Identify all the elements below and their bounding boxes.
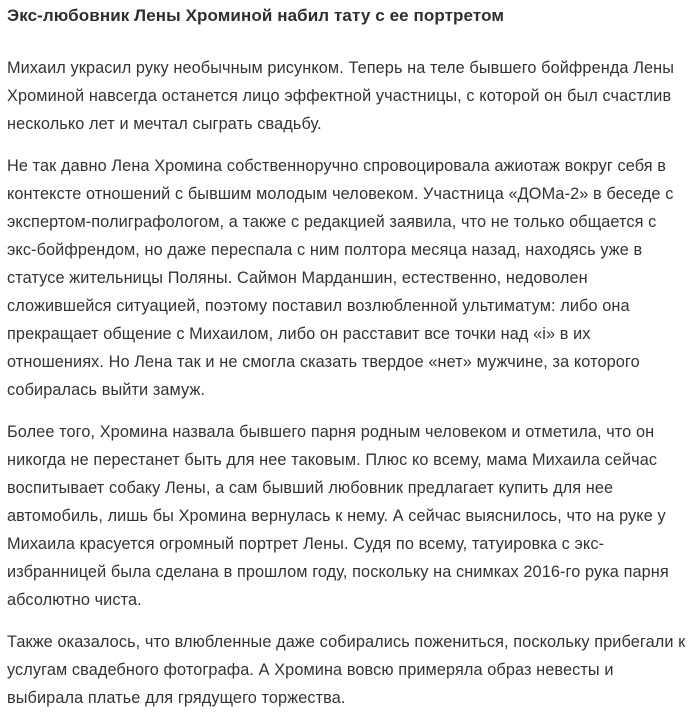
article-paragraph-1: Михаил украсил руку необычным рисунком. Теперь на теле бывшего бойфренда Лены Хроминой навсегда останется лицо эффектной участницы, с которой он был счастлив несколько лет и мечтал сыграть свадьбу.	[7, 59, 675, 133]
article-paragraph-4: Также оказалось, что влюбленные даже собирались пожениться, поскольку прибегали к услугам свадебного фотографа. А Хромина вовсю примеряла образ невесты и выбирала платье для грядущего торжества.	[7, 633, 686, 707]
article-paragraph-2: Не так давно Лена Хромина собственноручно спровоцировала ажиотаж вокруг себя в контексте отношений с бывшим молодым человеком. Участница «ДОМа-2» в беседе с экспертом-полиграфологом, а также с редакцией заявила, что не только общается с экс-бойфрендом, но даже переспала с ним полтора месяца назад, находясь уже в статусе жительницы Поляны. Саймон Марданшин, естественно, недоволен сложившейся ситуацией, поэтому поставил возлюбленной ультиматум: либо она прекращает общение с Михаилом, либо он расставит все точки над «i» в их отношениях. Но Лена так и не смогла сказать твердое «нет» мужчине, за которого собиралась выйти замуж.	[7, 157, 674, 399]
article-paragraph-3: Более того, Хромина назвала бывшего парня родным человеком и отметила, что он никогда не перестанет быть для нее таковым. Плюс ко всему, мама Михаила сейчас воспитывает собаку Лены, а сам бывший любовник предлагает купить для нее автомобиль, лишь бы Хромина вернулась к нему. А сейчас выяснилось, что на руке у Михаила красуется огромный портрет Лены. Судя по всему, татуировка с экс-избранницей была сделана в прошлом году, поскольку на снимках 2016-го рука парня абсолютно чиста.	[7, 423, 669, 609]
article-title: Экс-любовник Лены Хроминой набил тату с ее портретом	[7, 6, 505, 25]
